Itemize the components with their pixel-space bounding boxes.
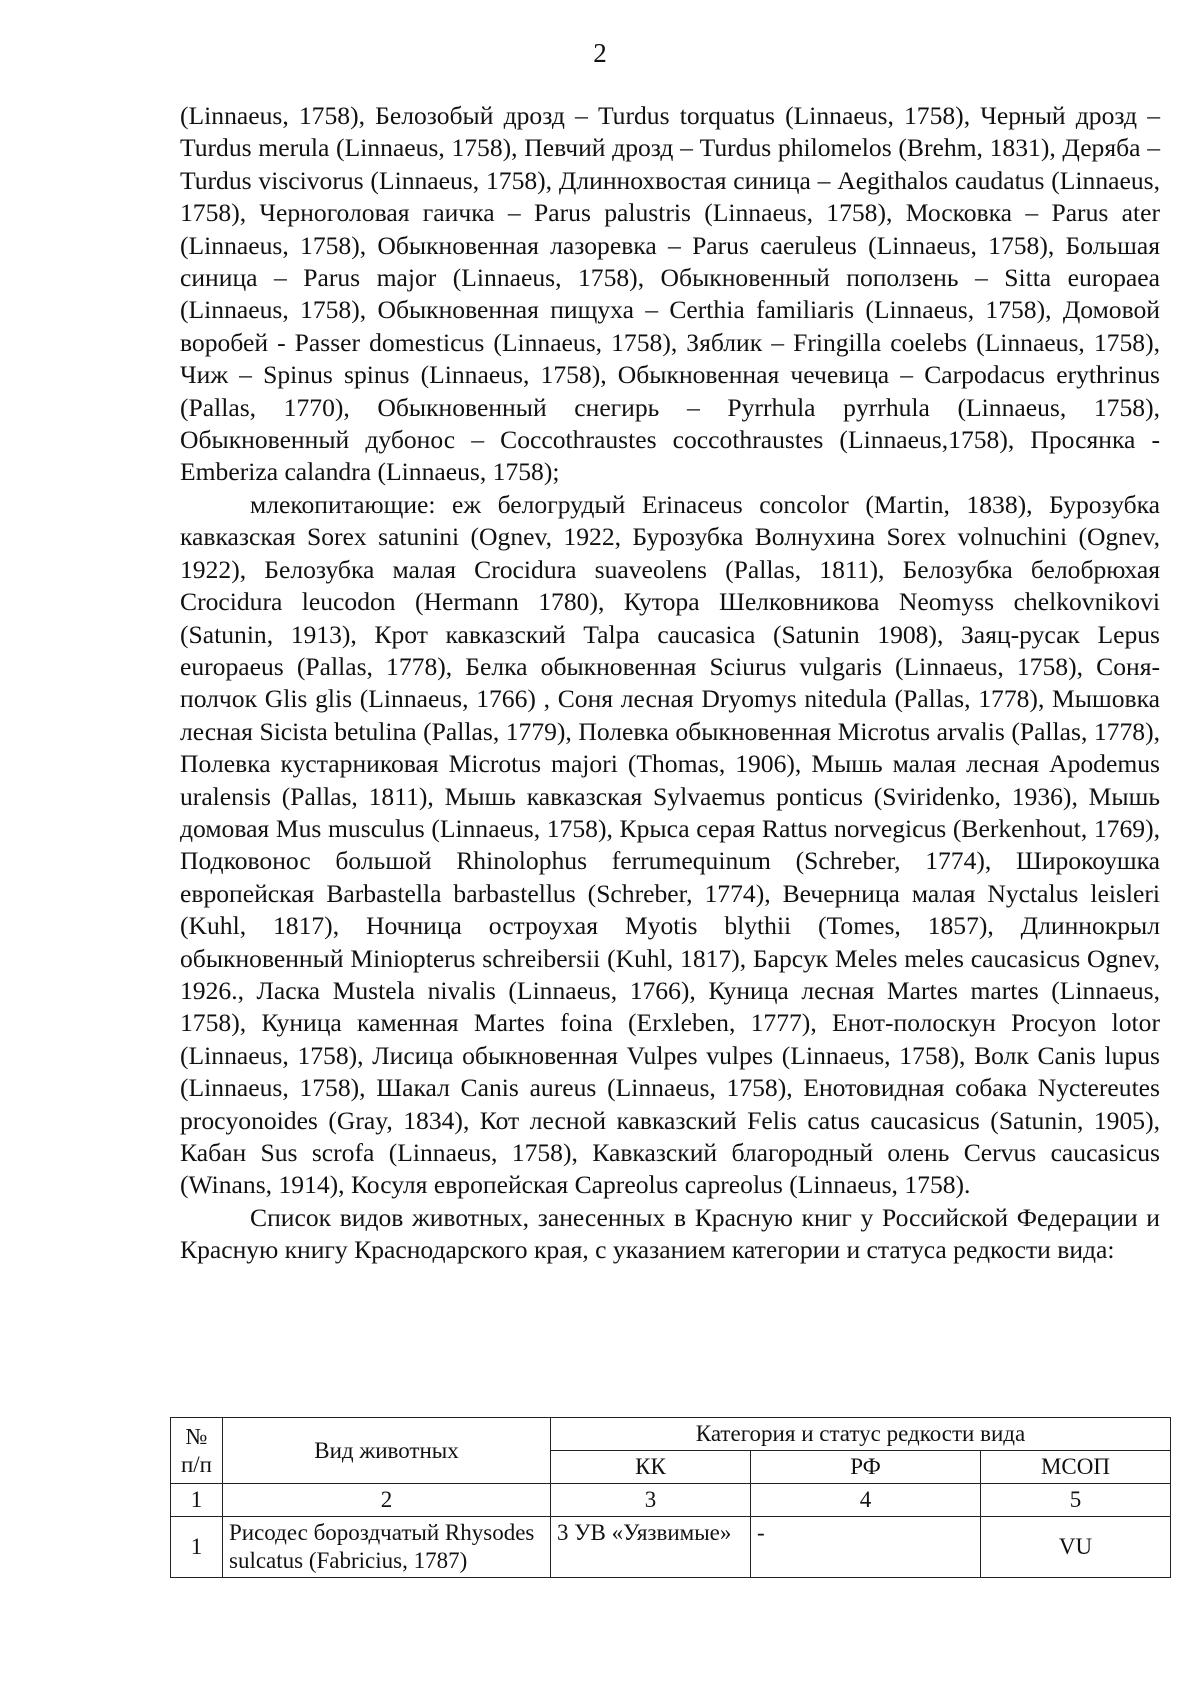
header-species: Вид животных [223,1418,551,1484]
header-rf: РФ [751,1451,981,1484]
row-num: 1 [171,1517,223,1578]
column-number: 2 [223,1484,551,1517]
header-num: № п/п [171,1418,223,1484]
column-number: 3 [551,1484,751,1517]
column-number: 5 [981,1484,1171,1517]
paragraph-list-intro: Список видов животных, занесенных в Красную книг у Российской Федерации и Красную книгу Краснодарского края, с указанием категории и статуса редкости вида: [180,1202,1160,1265]
header-kk: КК [551,1451,751,1484]
paragraph-mammals: млекопитающие: еж белогрудый Erinaceus concolor (Martin, 1838), Бурозубка кавказская Sorex satunini (Ognev, 1922, Бурозубка Волнухина Sorex volnuchini (Ognev, 1922), Белозубка малая Crocidura suaveolens (Pallas, 1811), Белозубка белобрюхая Crocidura leucodon (Hermann 1780), Кутора Шелковникова Neomyss chelkovnikovi (Satunin, 1913), Крот кавказский Talpa caucasica (Satunin 1908), Заяц-русак Lepus europaeus (Pallas, 1778), Белка обыкновенная Sciurus vulgaris (Linnaeus, 1758), Соня-полчок Glis glis (Linnaeus, 1766) , Соня лесная Dryomys nitedula (Pallas, 1778), Мышовка лесная Sicista betulina (Pallas, 1779), Полевка обыкновенная Microtus arvalis (Pallas, 1778), Полевка кустарниковая Microtus majori (Thomas, 1906), Мышь малая лесная Apodemus uralensis (Pallas, 1811), Мышь кавказская Sylvaemus ponticus (Sviridenko, 1936), Мышь домовая Mus musculus (Linnaeus, 1758), Крыса серая Rattus norvegicus (Berkenhout, 1769), Подковонос большой Rhinolophus ferrumequinum (Schreber, 1774), Широкоушка европейская Barbastella barbastellus (Schreber, 1774), Вечерница малая Nyctalus leisleri (Kuhl, 1817), Ночница остроухая Myotis blythii (Tomes, 1857), Длиннокрыл обыкновенный Miniopterus schreibersii (Kuhl, 1817), Барсук Meles meles caucasicus Ognev, 1926., Ласка Mustela nivalis (Linnaeus, 1766), Куница лесная Martes martes (Linnaeus, 1758), Куница каменная Martes foina (Erxleben, 1777), Енот-полоскун Procyon lotor (Linnaeus, 1758), Лисица обыкновенная Vulpes vulpes (Linnaeus, 1758), Волк Canis lupus (Linnaeus, 1758), Шакал Canis aureus (Linnaeus, 1758), Енотовидная собака Nyctereutes procyonoides (Gray, 1834), Кот лесной кавказский Felis catus caucasicus (Satunin, 1905), Кабан Sus scrofa (Linnaeus, 1758), Кавказский благородный олень Cervus caucasicus (Winans, 1914), Косуля европейская Capreolus capreolus (Linnaeus, 1758). [180,489,1160,1200]
body-text [180,100,1160,1267]
row-rf: - [751,1517,981,1578]
column-number: 1 [171,1484,223,1517]
page-number: 2 [593,38,607,68]
column-number: 4 [751,1484,981,1517]
row-iucn: VU [981,1517,1171,1578]
row-kk: 3 УВ «Уязвимые» [551,1517,751,1578]
red-book-species-table [170,1417,1171,1578]
header-iucn: МСОП [981,1451,1171,1484]
table-header-row [171,1418,1171,1451]
table-row [171,1517,1171,1578]
header-category-group: Категория и статус редкости вида [551,1418,1171,1451]
table-column-numbers-row [171,1484,1171,1517]
paragraph-birds: (Linnaeus, 1758), Белозобый дрозд – Turdus torquatus (Linnaeus, 1758), Черный дрозд – Turdus merula (Linnaeus, 1758), Певчий дрозд – Turdus philomelos (Brehm, 1831), Деряба – Turdus viscivorus (Linnaeus, 1758), Длиннохвостая синица – Aegithalos caudatus (Linnaeus, 1758), Черноголовая гаичка – Parus palustris (Linnaeus, 1758), Московка – Parus ater (Linnaeus, 1758), Обыкновенная лазоревка – Parus caeruleus (Linnaeus, 1758), Большая синица – Parus major (Linnaeus, 1758), Обыкновенный поползень – Sitta europaea (Linnaeus, 1758), Обыкновенная пищуха – Certhia familiaris (Linnaeus, 1758), Домовой воробей - Passer domesticus (Linnaeus, 1758), Зяблик – Fringilla coelebs (Linnaeus, 1758), Чиж – Spinus spinus (Linnaeus, 1758), Обыкновенная чечевица – Carpodacus erythrinus (Pallas, 1770), Обыкновенный снегирь – Pyrrhula pyrrhula (Linnaeus, 1758), Обыкновенный дубонос – Coccothraustes coccothraustes (Linnaeus,1758), Просянка - Emberiza calandra (Linnaeus, 1758); [180,101,1160,487]
row-species: Рисодес бороздчатый Rhysodes sulcatus (Fabricius, 1787) [223,1517,551,1578]
